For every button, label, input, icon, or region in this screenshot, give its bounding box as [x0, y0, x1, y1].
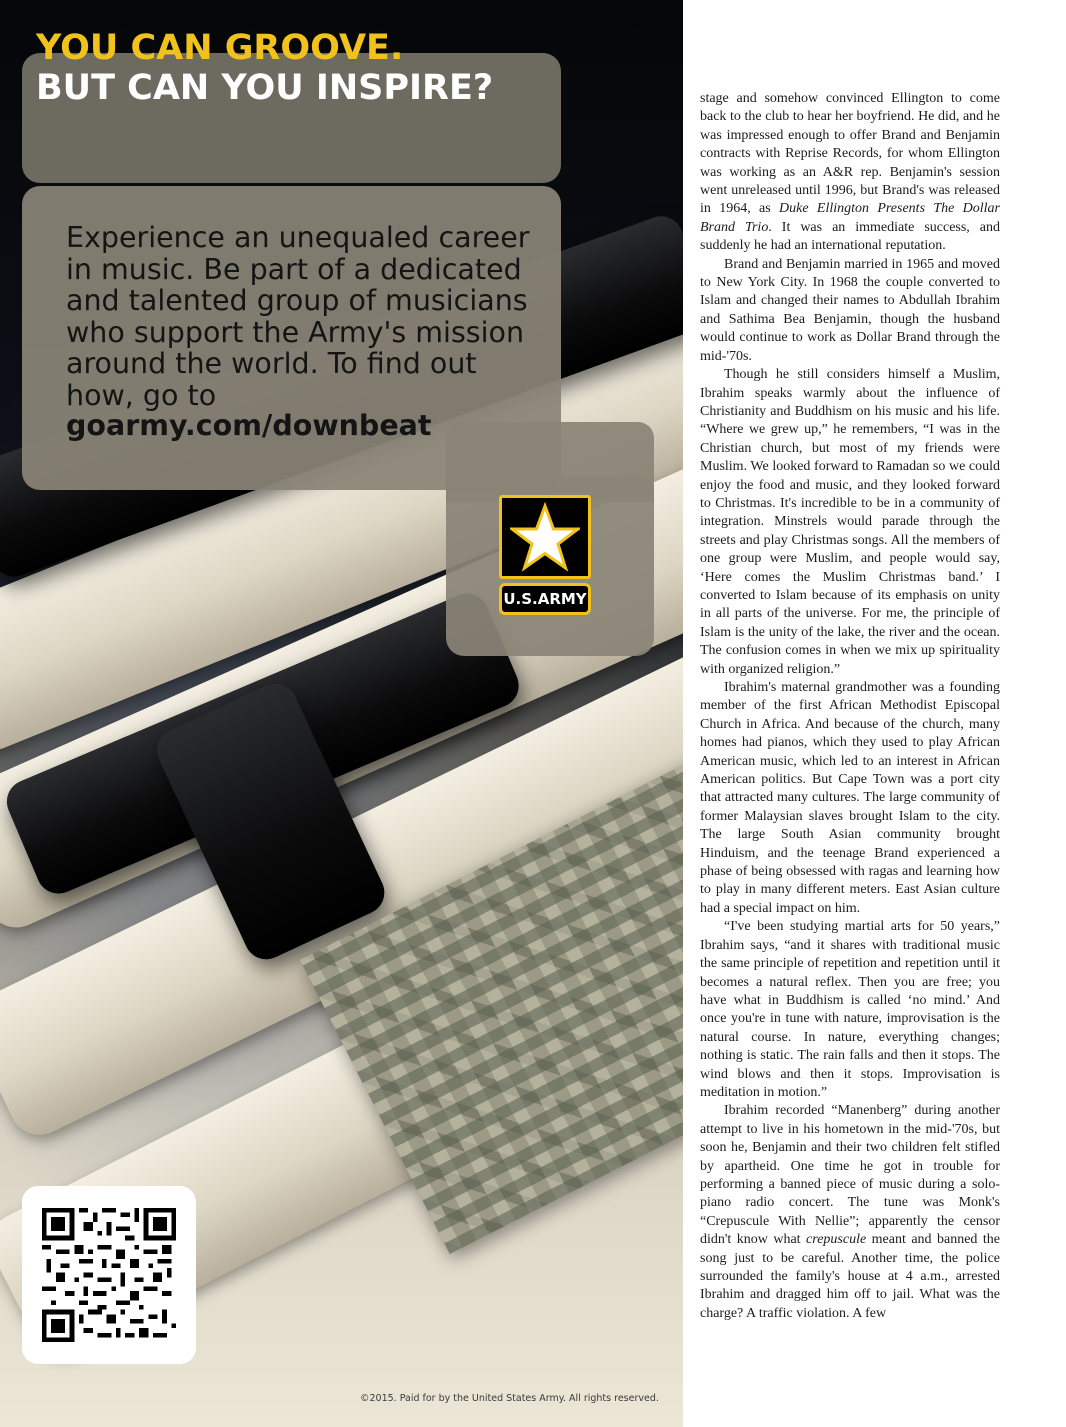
- paragraph-text: . It was an immediate success, and suddenly he had an international reputation.: [700, 219, 1000, 254]
- headline-line-1: YOU CAN GROOVE.: [36, 28, 404, 68]
- paragraph-text: Ibrahim's maternal grandmother was a founding member of the first African Methodist Episcopal Church in Africa. And because of the church, many homes had pianos, which they used to play African American music, which led to an interest in African American politics. But Cape Town was a port city that attracted many cultures. The large community of former Malaysian slaves brought Islam to the city. The large South Asian community brought Hinduism, and the teenage Brand experienced a phase of being obsessed with ragas and learning how to play in many different meters. East Asian culture had a special impact on him.: [700, 680, 1000, 916]
- italic-title: Duke Ellington Presents The Dollar Brand Trio: [700, 201, 1000, 235]
- article-paragraph: [700, 918, 1000, 1102]
- paragraph-text: Brand and Benjamin married in 1965 and moved to New York City. In 1968 the couple converted to Islam and changed their names to Abdullah Ibrahim and Sathima Bea Benjamin, though the husband would continue to work as Dollar Brand through the mid-'70s.: [700, 256, 1000, 364]
- article-paragraph: [700, 1102, 1000, 1323]
- ad-body-text: Experience an unequaled career in music. Be part of a dedicated and talented group of musicians who support the Army's mission around the world. To find out how, go to: [66, 221, 530, 412]
- army-logo: [499, 495, 593, 621]
- headline-line-2: BUT CAN YOU INSPIRE?: [36, 68, 494, 108]
- article-paragraph: [700, 90, 1000, 256]
- qr-code-icon: [42, 1208, 176, 1342]
- paragraph-text: “I've been studying martial arts for 50 years,” Ibrahim says, “and it shares with traditional music the same principle of repetition and repetition until it becomes a natural reflex. Then you are free; you have what in Buddhism is called ‘no mind.’ And once you're in tune with nature, improvisation is the natural course. In nature, everything changes; nothing is static. The rain falls and then it stops. The wind blows and then it stops. Improvisation is meditation in motion.”: [700, 919, 1000, 1100]
- article-paragraph: [700, 679, 1000, 918]
- paragraph-text: meant and banned the song just to be careful. Another time, the police surrounded the family's house at 4 a.m., arrested Ibrahim and dragged him off to jail. What was the charge? A traffic violation. A few: [700, 1232, 1000, 1321]
- italic-title: crepuscule: [806, 1232, 867, 1248]
- paragraph-text: stage and somehow convinced Ellington to come back to the club to hear her boyfriend. He did, and he was impressed enough to offer Brand and Benjamin contracts with Reprise Records, for whom Ellington was working as an A&R rep. Benjamin's session went unreleased until 1996, but Brand's was released in 1964, as: [700, 91, 1000, 217]
- army-wordmark: U.S.ARMY: [499, 583, 591, 615]
- paragraph-text: Though he still considers himself a Muslim, Ibrahim speaks warmly about the influence of Christianity and Buddhism on his music and his life. “Where we grew up,” he remembers, “I was in the Christian church, but most of my friends were Muslim. We looked forward to Ramadan so we could enjoy the food and music, and they looked forward to Christmas. It's incredible to be in a community of integration. Minstrels would parade through the streets and play Christmas songs. All the members of one group were Muslim, and people would say, ‘Here comes the Muslim Christmas band.’ I converted to Islam because of its emphasis on unity in all parts of the universe. For me, the principle of Islam is the unity of the lake, the river and the ocean. The confusion comes in when we mix up spirituality with organized religion.”: [700, 367, 1000, 677]
- article-paragraph: [700, 256, 1000, 366]
- ad-headline: [36, 28, 493, 108]
- article-paragraph: [700, 366, 1000, 679]
- ad-copyright: ©2015. Paid for by the United States Army. All rights reserved.: [360, 1393, 659, 1404]
- qr-code[interactable]: [22, 1186, 196, 1364]
- army-star-icon: [499, 495, 591, 579]
- ad-url-link[interactable]: goarmy.com/downbeat: [66, 409, 432, 442]
- star-icon: [510, 502, 580, 574]
- paragraph-text: Ibrahim recorded “Manenberg” during another attempt to live in his hometown in the mid-'70s, but soon he, Benjamin and their two children felt stifled by apartheid. One time he got in trouble for performing a banned piece of music during a solo-piano radio concert. The tune was Monk's “Crepuscule With Nellie”; apparently the censor didn't know what: [700, 1103, 1000, 1248]
- article-column: [700, 90, 1000, 1323]
